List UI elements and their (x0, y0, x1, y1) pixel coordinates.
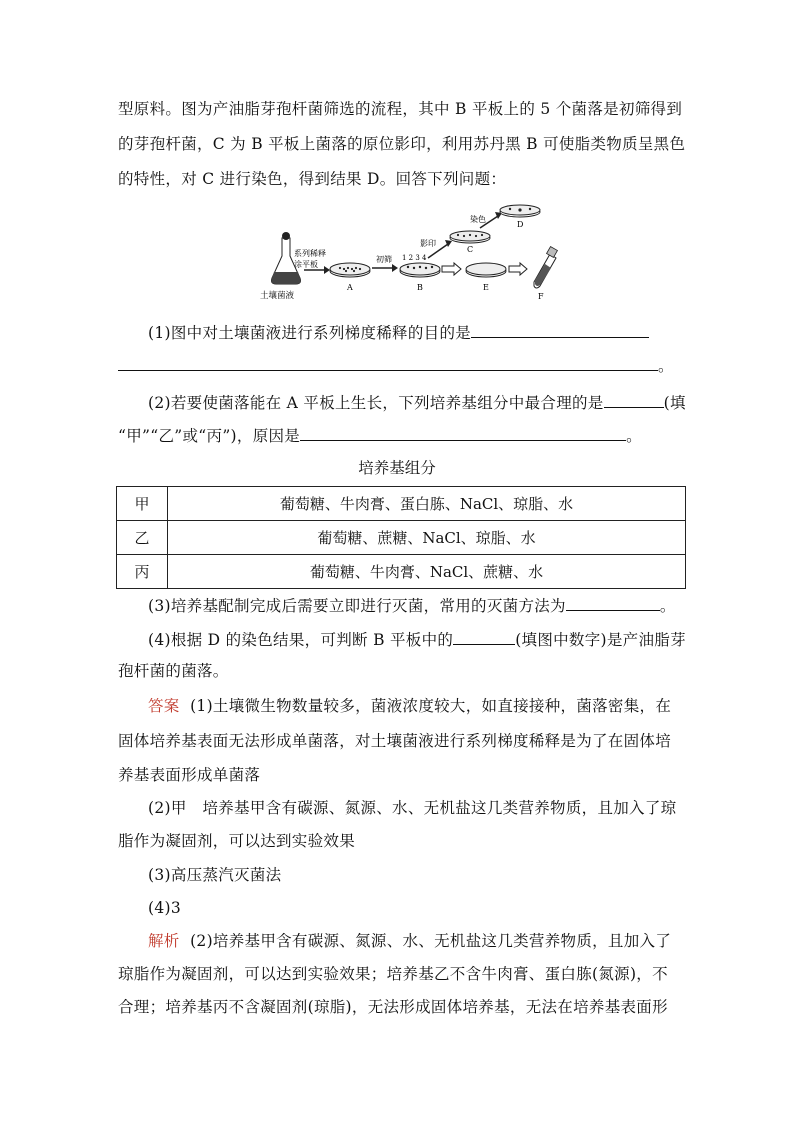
plate-label: 涂平板 (294, 260, 318, 269)
question-4-text: (4)根据 D 的染色结果，可判断 B 平板中的 (148, 631, 454, 649)
arrow-1-head (324, 266, 330, 274)
screen-label: 初筛 (376, 255, 392, 264)
question-2 (148, 391, 718, 414)
dilute-label: 系列稀释 (294, 249, 326, 258)
analysis-line-3: 合理；培养基丙不含凝固剂(琼脂)，无法形成固体培养基，无法在培养基表面形 (118, 998, 668, 1016)
question-3 (148, 594, 718, 617)
intro-line-2: 的芽孢杆菌，C 为 B 平板上菌落的原位影印，利用苏丹黑 B 可使脂类物质呈黑色 (118, 135, 686, 153)
intro-line-3: 的特性，对 C 进行染色，得到结果 D。回答下列问题： (118, 170, 507, 188)
plate-b (400, 263, 440, 277)
question-3-end: 。 (659, 597, 676, 615)
answer-line-2: 固体培养基表面无法形成单菌落，对土壤菌液进行系列梯度稀释是为了在固体培 (118, 732, 672, 750)
print-label: 影印 (420, 239, 436, 248)
question-1 (148, 321, 718, 344)
answer-2-line-2: 脂作为凝固剂，可以达到实验效果 (118, 832, 356, 850)
plate-d (500, 205, 540, 217)
question-4 (148, 628, 718, 651)
row-value: 葡萄糖、牛肉膏、蛋白胨、NaCl、琼脂、水 (168, 487, 686, 521)
analysis-label: 解析 (148, 932, 180, 950)
table-caption: 培养基组分 (358, 459, 436, 477)
answer-label: 答案 (148, 697, 180, 715)
answer-3: (3)高压蒸汽灭菌法 (148, 866, 282, 884)
label-c: C (467, 245, 474, 254)
question-1-line-2 (118, 354, 688, 377)
row-key: 甲 (117, 487, 168, 521)
answer-4: (4)3 (148, 899, 182, 917)
stain-label: 染色 (470, 215, 486, 224)
row-value: 葡萄糖、牛肉膏、NaCl、蔗糖、水 (168, 555, 686, 589)
row-key: 丙 (117, 555, 168, 589)
question-2-line-2 (118, 424, 688, 447)
question-4-blank[interactable] (453, 628, 515, 645)
label-b: B (417, 283, 423, 292)
numbers-label: 1 2 3 4 (402, 254, 427, 262)
plate-a (330, 263, 370, 277)
question-2-line-2-text: “甲”“乙”或“丙”)，原因是 (118, 427, 301, 445)
plate-c (450, 231, 490, 243)
question-3-blank[interactable] (566, 594, 660, 611)
answer-line-1 (148, 695, 718, 717)
question-4-line-2: 孢杆菌的菌落。 (118, 662, 229, 680)
question-1-text: (1)图中对土壤菌液进行系列梯度稀释的目的是 (148, 324, 472, 342)
question-1-blank-b[interactable] (118, 354, 658, 371)
question-4-tail: (填图中数字)是产油脂芽 (515, 631, 686, 649)
test-tube-icon (534, 247, 557, 288)
analysis-line-1 (148, 930, 718, 952)
label-f: F (538, 292, 544, 301)
analysis-line-2: 琼脂作为凝固剂，可以达到实验效果；培养基乙不含牛肉膏、蛋白胨(氮源)，不 (118, 965, 668, 983)
arrow-2-head (392, 264, 398, 272)
question-1-end: 。 (658, 357, 674, 375)
plate-e (466, 263, 506, 277)
question-2-blank-a[interactable] (604, 391, 664, 408)
question-2-tail: (填 (663, 394, 686, 412)
arrow-6 (509, 263, 527, 275)
table-row (117, 521, 686, 555)
label-d: D (517, 220, 524, 229)
row-value: 葡萄糖、蔗糖、NaCl、琼脂、水 (168, 521, 686, 555)
answer-2-line-1: (2)甲 培养基甲含有碳源、氮源、水、无机盐这几类营养物质，且加入了琼 (148, 799, 677, 817)
arrow-5 (442, 263, 461, 275)
question-1-blank-a[interactable] (471, 321, 649, 338)
question-2-end: 。 (626, 427, 642, 445)
analysis-line-1-text: (2)培养基甲含有碳源、氮源、水、无机盐这几类营养物质，且加入了 (190, 932, 672, 950)
bacteria-screening-diagram (258, 198, 558, 306)
answer-1-text: (1)土壤微生物数量较多，菌液浓度较大，如直接接种，菌落密集，在 (190, 697, 672, 715)
label-e: E (483, 283, 489, 292)
table-row (117, 555, 686, 589)
question-3-text: (3)培养基配制完成后需要立即进行灭菌，常用的灭菌方法为 (148, 597, 566, 615)
medium-table (116, 486, 686, 589)
flask-icon (272, 232, 301, 284)
question-2-text: (2)若要使菌落能在 A 平板上生长，下列培养基组分中最合理的是 (148, 394, 604, 412)
answer-line-3: 养基表面形成单菌落 (118, 766, 261, 784)
table-row (117, 487, 686, 521)
label-a: A (347, 283, 353, 292)
soil-label: 土壤菌液 (260, 291, 295, 301)
question-2-blank-b[interactable] (300, 424, 626, 441)
intro-line-1: 型原料。图为产油脂芽孢杆菌筛选的流程，其中 B 平板上的 5 个菌落是初筛得到 (118, 100, 683, 118)
row-key: 乙 (117, 521, 168, 555)
